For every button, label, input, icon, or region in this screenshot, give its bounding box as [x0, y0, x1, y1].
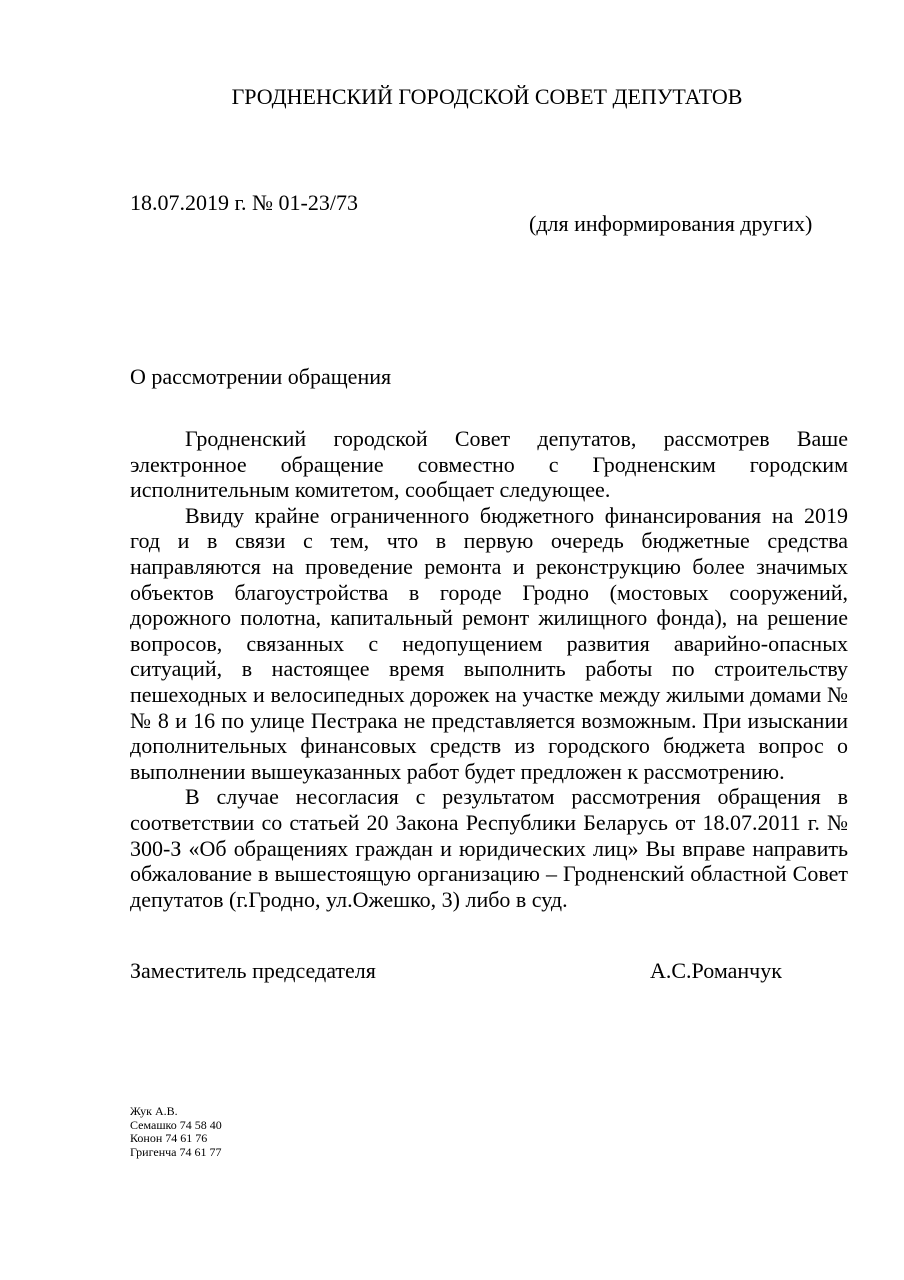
- letter-subject: О рассмотрении обращения: [130, 364, 392, 389]
- organization-title: ГРОДНЕНСКИЙ ГОРОДСКОЙ СОВЕТ ДЕПУТАТОВ: [231, 84, 743, 109]
- contact-entry: Жук А.В.: [130, 1104, 178, 1118]
- contact-entry: Семашко 74 58 40: [130, 1117, 222, 1132]
- body-paragraph: Гродненский городской Совет депутатов, рассмотрев Ваше электронное обращение совместно с Гродненским городским исполнительным комитетом, сообщает следующее.: [130, 426, 848, 503]
- signatory-name: А.С.Романчук: [650, 958, 782, 983]
- signatory-role: Заместитель председателя: [130, 958, 376, 983]
- contact-entry: Григенча 74 61 77: [130, 1144, 222, 1159]
- distribution-note: (для информирования других): [529, 211, 813, 236]
- contact-list: [130, 1105, 222, 1159]
- contact-entry: Конон 74 61 76: [130, 1131, 208, 1145]
- body-paragraph: Ввиду крайне ограниченного бюджетного финансирования на 2019 год и в связи с тем, что в первую очередь бюджетные средства направляются на проведение ремонта и реконструкцию более значимых объектов благоустройства в городе Гродно (мостовых сооружений, дорожного полотна, капитальный ремонт жилищного фонда), на решение вопросов, связанных с недопущением развития аварийно-опасных ситуаций, в настоящее время выполнить работы по строительству пешеходных и велосипедных дорожек на участке между жилыми домами № № 8 и 16 по улице Пестрака не представляется возможным. При изыскании дополнительных финансовых средств из городского бюджета вопрос о выполнении вышеуказанных работ будет предложен к рассмотрению.: [130, 502, 848, 784]
- letter-body: [130, 426, 848, 912]
- date-and-number: 18.07.2019 г. № 01-23/73: [130, 190, 358, 215]
- body-paragraph: В случае несогласия с результатом рассмотрения обращения в соответствии со статьей 20 Закона Республики Беларусь от 18.07.2011 г. № 300-З «Об обращениях граждан и юридических лиц» Вы вправе направить обжалование в вышестоящую организацию – Гродненский областной Совет депутатов (г.Гродно, ул.Ожешко, 3) либо в суд.: [130, 784, 848, 912]
